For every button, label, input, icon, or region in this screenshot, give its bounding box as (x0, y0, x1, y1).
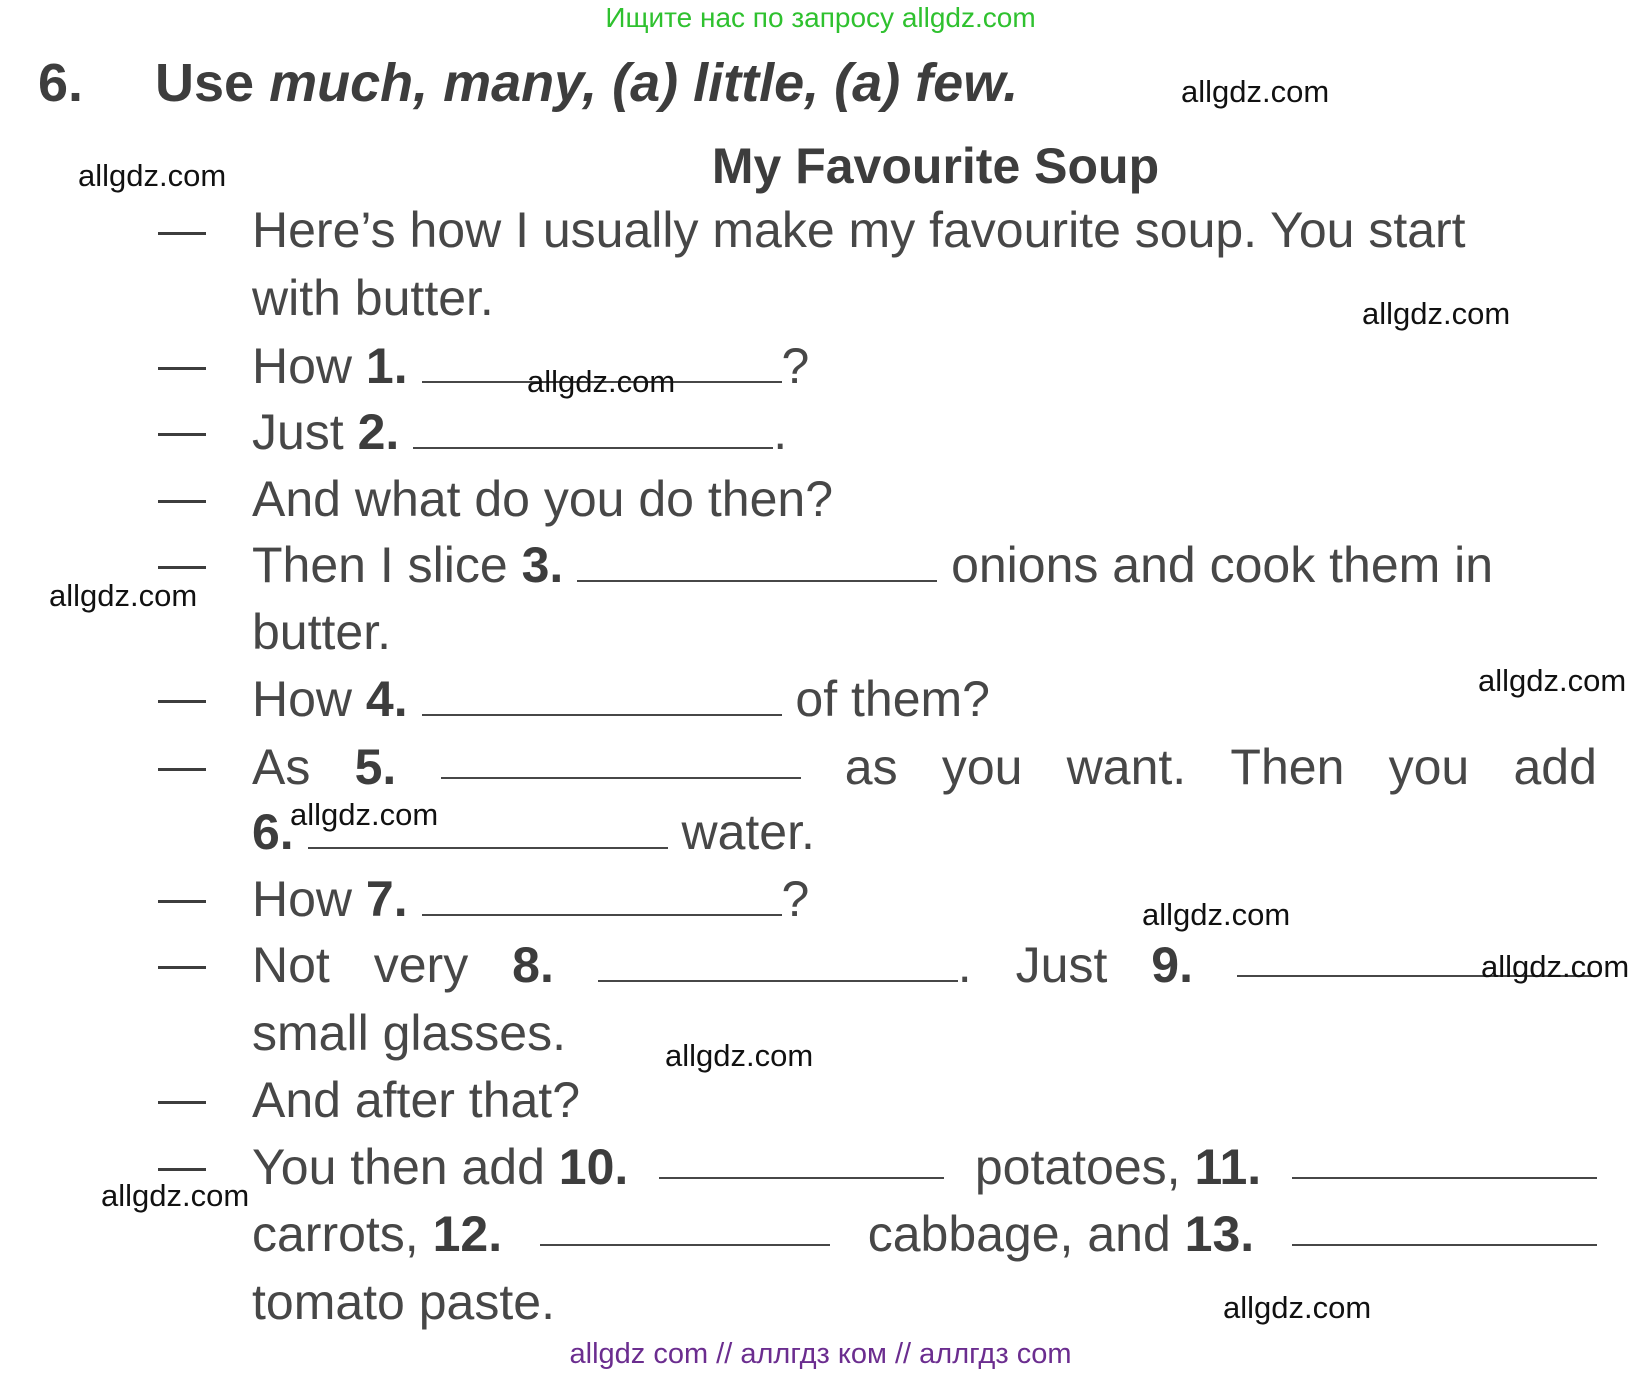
answer-blank-4[interactable] (422, 674, 782, 716)
footer-watermark: allgdz com // аллгдз ком // аллгдз com (569, 1338, 1072, 1370)
dialogue-dash (158, 966, 206, 969)
watermark: allgdz.com (1362, 296, 1511, 331)
dialogue-dash (158, 1168, 206, 1171)
dialogue-dash (158, 768, 206, 771)
watermark: allgdz.com (1481, 949, 1630, 984)
answer-blank-8[interactable] (598, 940, 958, 982)
answer-blank-13[interactable] (1292, 1204, 1597, 1246)
answer-blank-12[interactable] (540, 1204, 830, 1246)
dialogue-dash (158, 367, 206, 370)
answer-blank-7[interactable] (422, 874, 782, 916)
answer-blank-10[interactable] (659, 1137, 944, 1179)
dialogue-line: How 4. of them? (252, 671, 990, 727)
dialogue-line: Then I slice 3. onions and cook them in (252, 537, 1494, 593)
dialogue-dash (158, 232, 206, 235)
dialogue-line-cont: with butter. (252, 270, 494, 326)
dialogue-line-cont: carrots, 12. cabbage, and 13. (252, 1204, 1597, 1264)
watermark: allgdz.com (527, 364, 676, 399)
watermark: allgdz.com (1478, 663, 1627, 698)
dialogue-line: How 7. ? (252, 871, 810, 927)
dialogue-dash (158, 700, 206, 703)
exercise-title (155, 52, 1018, 114)
dialogue-line: Here’s how I usually make my favourite soup. You start (252, 202, 1466, 258)
dialogue-dash (158, 500, 206, 503)
dialogue-line-cont: 6. water. (252, 804, 815, 860)
dialogue-line: And after that? (252, 1072, 581, 1128)
text-title: My Favourite Soup (711, 138, 1160, 194)
answer-blank-2[interactable] (413, 407, 773, 449)
dialogue-line: Not very 8. . Just 9. (252, 935, 1597, 995)
dialogue-line-cont: butter. (252, 604, 391, 660)
watermark: allgdz.com (49, 578, 198, 613)
watermark: allgdz.com (1223, 1290, 1372, 1325)
watermark: allgdz.com (78, 158, 227, 193)
exercise-number: 6. (38, 53, 84, 113)
exercise-title-prefix: Use (155, 53, 270, 113)
watermark: allgdz.com (101, 1178, 250, 1213)
dialogue-line: And what do you do then? (252, 471, 834, 527)
dialogue-line: As 5. as you want. Then you add (252, 739, 1597, 795)
top-banner: Ищите нас по запросу allgdz.com (605, 2, 1036, 33)
exercise-title-italic: much, many, (a) little, (a) few. (269, 53, 1019, 113)
dialogue-line-cont: tomato paste. (252, 1274, 555, 1330)
dialogue-line: Just 2. . (252, 404, 788, 460)
dialogue-line-cont: small glasses. (252, 1005, 566, 1061)
answer-blank-11[interactable] (1292, 1137, 1597, 1179)
watermark: allgdz.com (1142, 897, 1291, 932)
dialogue-line: You then add 10. potatoes, 11. (252, 1137, 1597, 1197)
dialogue-dash (158, 566, 206, 569)
answer-blank-5[interactable] (441, 737, 801, 779)
watermark: allgdz.com (665, 1038, 814, 1073)
dialogue-dash (158, 433, 206, 436)
dialogue-dash (158, 1101, 206, 1104)
watermark: allgdz.com (1181, 74, 1330, 109)
dialogue-dash (158, 900, 206, 903)
watermark: allgdz.com (290, 797, 439, 832)
answer-blank-3[interactable] (577, 540, 937, 582)
dialogue-line: How 1. ? (252, 338, 810, 394)
